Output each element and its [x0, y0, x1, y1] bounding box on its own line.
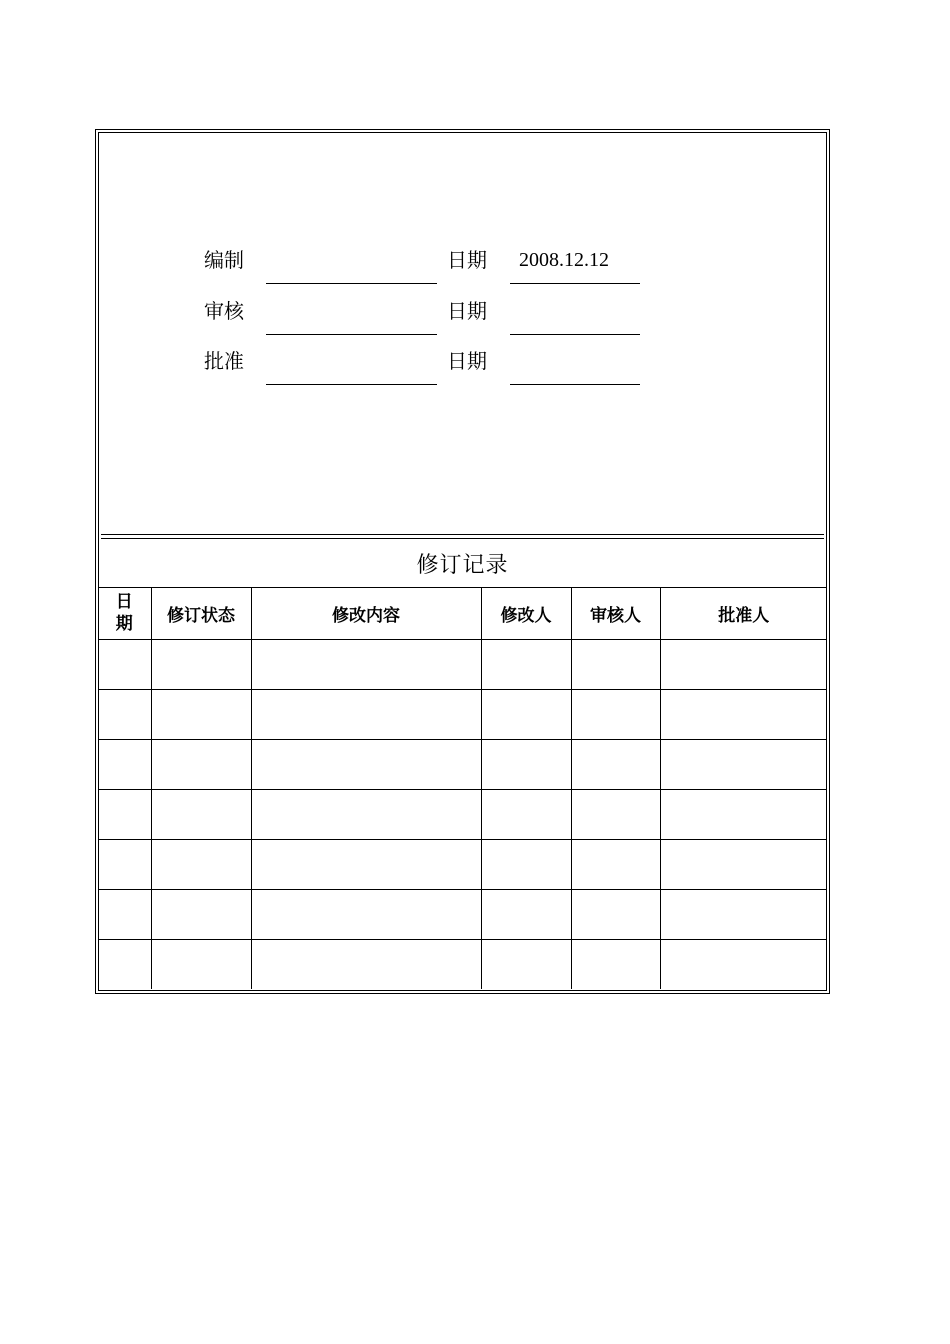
- revision-record-table: [98, 588, 827, 989]
- compiler-label: 编制: [204, 248, 244, 272]
- cell-status[interactable]: [151, 739, 251, 789]
- header-date-char-1: 日: [115, 592, 133, 613]
- table-row: [98, 839, 827, 889]
- cell-status[interactable]: [151, 689, 251, 739]
- cell-modifier[interactable]: [481, 839, 571, 889]
- cell-date[interactable]: [98, 639, 151, 689]
- cell-modifier[interactable]: [481, 889, 571, 939]
- compiler-date-label: 日期: [447, 248, 487, 272]
- cell-reviewer[interactable]: [571, 939, 660, 989]
- cell-approver[interactable]: [660, 739, 827, 789]
- header-date: [98, 588, 151, 639]
- cell-approver[interactable]: [660, 889, 827, 939]
- cell-approver[interactable]: [660, 789, 827, 839]
- cell-date[interactable]: [98, 689, 151, 739]
- header-approver: 批准人: [660, 588, 827, 639]
- cell-date[interactable]: [98, 939, 151, 989]
- table-row: [98, 789, 827, 839]
- cell-reviewer[interactable]: [571, 889, 660, 939]
- cell-modifier[interactable]: [481, 789, 571, 839]
- header-revision-status: 修订状态: [151, 588, 251, 639]
- cell-date[interactable]: [98, 839, 151, 889]
- compiler-date-value[interactable]: 2008.12.12: [519, 249, 609, 271]
- cell-approver[interactable]: [660, 939, 827, 989]
- cell-content[interactable]: [251, 889, 481, 939]
- cell-status[interactable]: [151, 639, 251, 689]
- reviewer-date-line: [510, 334, 640, 335]
- cell-modifier[interactable]: [481, 639, 571, 689]
- cell-content[interactable]: [251, 839, 481, 889]
- cell-status[interactable]: [151, 789, 251, 839]
- cell-content[interactable]: [251, 739, 481, 789]
- cell-modifier[interactable]: [481, 689, 571, 739]
- header-modifier: 修改人: [481, 588, 571, 639]
- revision-header-row: [98, 588, 827, 639]
- cell-status[interactable]: [151, 939, 251, 989]
- cell-approver[interactable]: [660, 839, 827, 889]
- cell-content[interactable]: [251, 789, 481, 839]
- cell-reviewer[interactable]: [571, 689, 660, 739]
- cell-status[interactable]: [151, 889, 251, 939]
- header-reviewer: 审核人: [571, 588, 660, 639]
- table-row: [98, 939, 827, 989]
- cell-content[interactable]: [251, 689, 481, 739]
- reviewer-name-line: [266, 334, 437, 335]
- table-row: [98, 639, 827, 689]
- cell-status[interactable]: [151, 839, 251, 889]
- header-date-char-2: 期: [115, 614, 133, 635]
- cell-approver[interactable]: [660, 689, 827, 739]
- cell-reviewer[interactable]: [571, 739, 660, 789]
- approver-date-label: 日期: [447, 349, 487, 373]
- header-revision-content: 修改内容: [251, 588, 481, 639]
- cell-date[interactable]: [98, 889, 151, 939]
- approver-name-line: [266, 384, 437, 385]
- cell-reviewer[interactable]: [571, 789, 660, 839]
- cell-modifier[interactable]: [481, 939, 571, 989]
- compiler-name-line: [266, 283, 437, 284]
- cell-modifier[interactable]: [481, 739, 571, 789]
- approver-label: 批准: [204, 349, 244, 373]
- compiler-date-line: [510, 283, 640, 284]
- cell-content[interactable]: [251, 939, 481, 989]
- reviewer-label: 审核: [204, 299, 244, 323]
- cell-reviewer[interactable]: [571, 839, 660, 889]
- table-row: [98, 689, 827, 739]
- table-row: [98, 889, 827, 939]
- cell-reviewer[interactable]: [571, 639, 660, 689]
- reviewer-date-label: 日期: [447, 299, 487, 323]
- approver-date-line: [510, 384, 640, 385]
- cell-date[interactable]: [98, 739, 151, 789]
- revision-record-title: 修订记录: [98, 539, 827, 588]
- cell-date[interactable]: [98, 789, 151, 839]
- cell-content[interactable]: [251, 639, 481, 689]
- section-divider-top: [101, 534, 824, 535]
- cell-approver[interactable]: [660, 639, 827, 689]
- table-row: [98, 739, 827, 789]
